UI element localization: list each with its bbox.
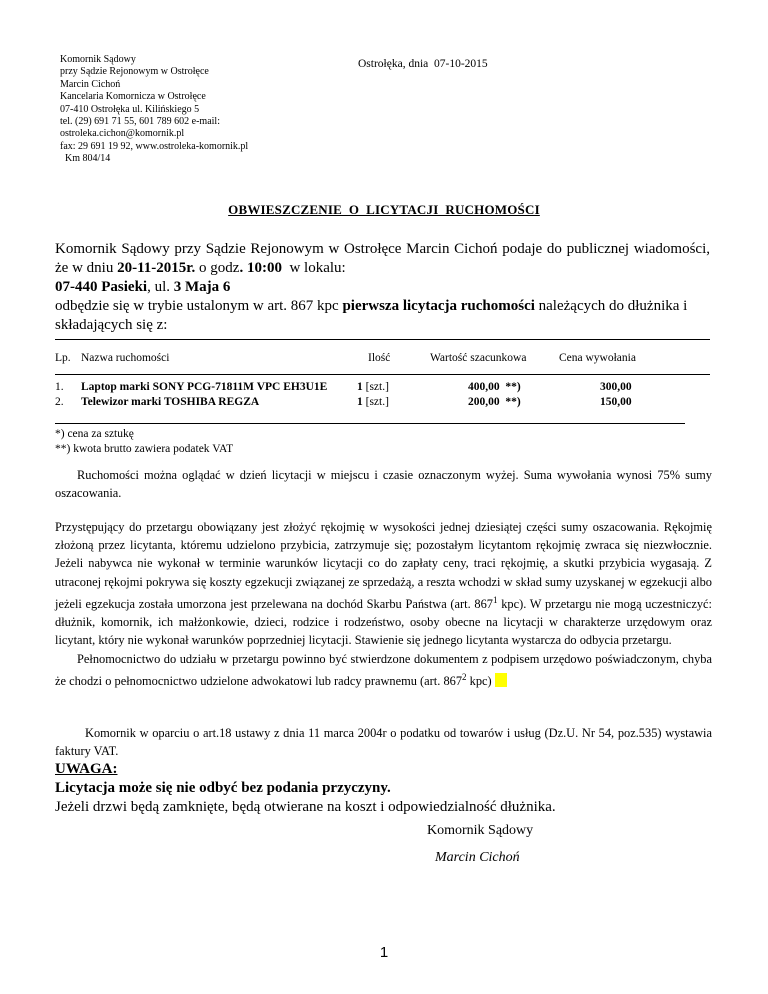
intro-text: w lokalu:	[281, 260, 346, 276]
signature-name: Marcin Cichoń	[435, 850, 520, 865]
location-street: 3 Maja 6	[173, 279, 231, 295]
body-text: Komornik w oparciu o art.18 ustawy z dnia 11 marca 2004r o podatku od towarów i usług (Dz.U. Nr 54, poz.535) wystawia faktury VAT.	[55, 726, 712, 759]
signature-role: Komornik Sądowy	[427, 823, 534, 838]
col-header-lp: Lp.	[55, 352, 71, 364]
row-name: Laptop marki SONY PCG-71811M VPC EH3U1E	[81, 381, 328, 393]
header-line: 07-410 Ostrołęka ul. Kilińskiego 5	[60, 103, 200, 115]
auction-time: . 10:00	[239, 260, 282, 276]
col-header-value: Wartość szacunkowa	[430, 352, 527, 364]
note-vat: **) kwota brutto zawiera podatek VAT	[55, 443, 234, 455]
row-value: 400,00 **)	[468, 381, 521, 393]
auction-date: 20-11-2015r.	[117, 260, 196, 276]
location-place: 07-440 Pasieki	[55, 279, 148, 295]
table-bottom-rule	[55, 423, 685, 424]
location-text: , ul.	[147, 279, 174, 295]
col-header-qty: Ilość	[368, 352, 391, 364]
intro-text: odbędzie się w trybie ustalonym w art. 867 kpc	[55, 298, 343, 314]
body-text	[55, 650, 712, 691]
note-unit-price: *) cena za sztukę	[55, 428, 134, 440]
intro-text: o godz	[195, 260, 240, 276]
warning-heading: UWAGA:	[55, 761, 118, 777]
qty-unit: [szt.]	[362, 381, 389, 393]
table-top-rule	[55, 339, 710, 340]
body-text-part: Pełnomocnictwo do udziału w przetargu powinno być stwierdzone dokumentem z podpisem urzędowo poświadczonym, chyba że chodzi o pełnomocnictwo udzielone adwokatowi lub radcy prawnemu (art. 867	[55, 651, 712, 688]
header-line: Km 804/14	[60, 153, 111, 165]
header-line: tel. (29) 691 71 55, 601 789 602 e-mail:	[60, 116, 220, 128]
row-qty	[357, 396, 389, 408]
bailiff-header	[60, 54, 248, 166]
table-header-rule	[55, 374, 710, 375]
header-line: przy Sądzie Rejonowym w Ostrołęce	[60, 66, 209, 78]
body-text-part: kpc)	[466, 673, 492, 688]
document-date: Ostrołęka, dnia 07-10-2015	[358, 58, 488, 70]
row-qty	[357, 381, 389, 393]
table-notes	[55, 427, 233, 457]
deposit-paragraph	[55, 518, 712, 690]
row-value: 200,00 **)	[468, 396, 521, 408]
qty-unit: [szt.]	[362, 396, 389, 408]
intro-paragraph	[55, 297, 710, 335]
header-line: fax: 29 691 19 92, www.ostroleka-komornik.pl	[60, 140, 249, 152]
row-lp: 2.	[55, 396, 64, 408]
intro-section	[55, 240, 710, 335]
col-header-price: Cena wywołania	[559, 352, 636, 364]
body-text-part: Przystępujący do przetargu obowiązany jest złożyć rękojmię w wysokości jednej dziesiątej części sumy oszacowania. Rękojmię złożoną przez licytanta, któremu udzielono przybicia, zatrzymuje się; pozostałym licytantom rękojmię zwraca się niezwłocznie. Jeżeli nabywca nie wykonał w terminie warunków licytacji co do zapłaty ceny, traci rękojmię, a skutki przybicia wygasają. Z utraconej rękojmi pokrywa się koszty egzekucji związanej ze sprzedażą, a reszta wchodzi w skład sumy uzyskanej w egzekucji albo jeżeli egzekucja została umorzona jest przelewana na dochód Skarbu Państwa (art. 867	[55, 520, 712, 611]
qty-number: 1	[357, 381, 363, 393]
page-title: OBWIESZCZENIE O LICYTACJI RUCHOMOŚCI	[228, 202, 540, 217]
page-number: 1	[379, 944, 389, 961]
warning-line: Licytacja może się nie odbyć bez podania przyczyny.	[55, 780, 391, 796]
header-line: Marcin Cichoń	[60, 78, 121, 90]
viewing-paragraph	[55, 466, 712, 502]
auction-type: pierwsza licytacja ruchomości	[342, 298, 535, 314]
body-text: Ruchomości można oglądać w dzień licytacji w miejscu i czasie oznaczonym wyżej. Suma wywołania wynosi 75% sumy oszacowania.	[55, 468, 712, 501]
intro-paragraph	[55, 240, 710, 278]
vat-paragraph	[55, 724, 712, 760]
superscript: 2	[462, 671, 467, 682]
intro-text: należących do dłużnika i składających się z:	[55, 298, 688, 333]
qty-number: 1	[357, 396, 363, 408]
row-price: 300,00	[600, 381, 632, 393]
body-text-part: kpc). W przetargu nie mogą uczestniczyć: dłużnik, komornik, ich małżonkowie, dzieci, rodzice i rodzeństwo, osoby obecne na licytacji w charakterze urzędowym oraz licytant, który nie wykonał warunków poprzedniej licytacji. Stawienie się jednego licytanta wystarcza do odbycia przetargu.	[55, 596, 713, 648]
header-line: ostroleka.cichon@komornik.pl	[60, 128, 185, 140]
auction-location	[55, 278, 710, 297]
header-line: Komornik Sądowy	[60, 54, 136, 65]
col-header-name: Nazwa ruchomości	[81, 352, 170, 364]
superscript: 1	[493, 594, 498, 605]
highlight-mark	[495, 673, 507, 687]
body-text	[55, 518, 712, 650]
header-line: Kancelaria Komornicza w Ostrołęce	[60, 91, 206, 103]
intro-text: Komornik Sądowy przy Sądzie Rejonowym w Ostrołęce Marcin Cichoń podaje do publicznej wiadomości, że w dniu	[55, 241, 710, 276]
row-price: 150,00	[600, 396, 632, 408]
warning-line: Jeżeli drzwi będą zamknięte, będą otwierane na koszt i odpowiedzialność dłużnika.	[55, 799, 556, 815]
warning-section	[55, 760, 556, 817]
row-lp: 1.	[55, 381, 64, 393]
row-name: Telewizor marki TOSHIBA REGZA	[81, 396, 260, 408]
